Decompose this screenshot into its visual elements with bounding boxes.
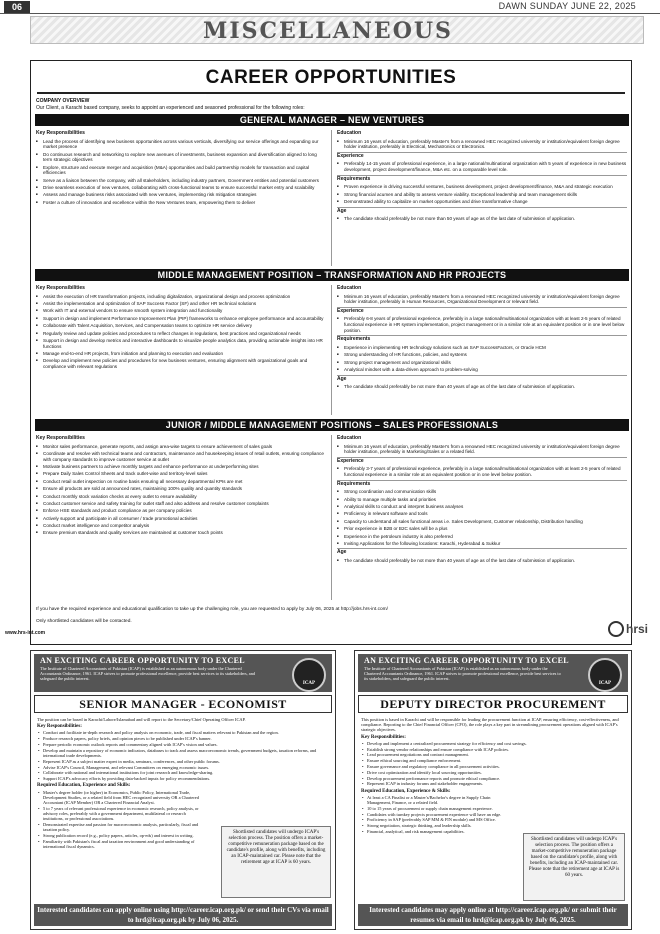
list-item: • Lead procurement negotiations and contract management. <box>361 752 625 757</box>
list-item: ■ Conduct retail outlet inspection on routine basis ensuring all necessary departmental KPIs are met <box>36 479 326 485</box>
icap-header <box>358 654 628 692</box>
list-item: ■ Actively support and participate in all consumer / trade promotional activities <box>36 516 326 522</box>
apply-footer[interactable]: Interested candidates can apply online using http://career.icap.org.pk/ or send their CVs via email to hrd@icap.org.pk by July 06, 2025. <box>34 904 332 926</box>
list-item: ■ Prior experience in B2B or B2C sales will be a plus <box>337 526 627 532</box>
list-item: ■ Capacity to understand all sales functional areas i.e. Sales Development, Customer relationship, Distribution handling <box>337 519 627 525</box>
icap-header-title: AN EXCITING CAREER OPPORTUNITY TO EXCEL <box>364 656 569 665</box>
gm-responsibilities <box>36 130 326 207</box>
list-item: • Develop procurement performance reports and promote ethical compliance. <box>361 776 625 781</box>
list-item: ■ Demonstrated ability to capitalize on market opportunities and drive transformative change <box>337 199 627 205</box>
column-divider <box>331 435 332 600</box>
list-item: • Proficiency in SAP (preferably SAP MM & FIN module) and MS Office. <box>361 817 511 822</box>
icap-header-text: The Institute of Chartered Accountants of Pakistan (ICAP) is established as an autonomous body under the Chartered Accountants Ordinance, 1961. ICAP strives to promote professional excellence, provide best services to its stakeholders, and safeguard the public interest. <box>364 666 561 681</box>
list-item: • Ensure ethical sourcing and compliance enforcement. <box>361 758 625 763</box>
list-item: ■ Support in design and implement Performance Improvement Plan (PIP) frameworks to enhance employee performance and accountability <box>36 316 326 322</box>
list-item: ■ Strong project management and organizational skills <box>337 360 627 366</box>
page-header <box>0 0 660 14</box>
responsibilities-list <box>37 730 329 781</box>
icap-economist-ad <box>30 650 336 930</box>
gm-key-list <box>36 139 326 206</box>
list-item: • 5 to 7 years of relevant professional experience in economic research, policy analysis, or advisory roles, preferably with a government department, multilateral or research institutions, or professional associations. <box>37 806 202 822</box>
list-item: • Prepare periodic economic outlook reports and commentary aligned with ICAP's vision and values. <box>37 742 329 747</box>
list-item: ■ Regularly review and update policies and procedures to reflect changes in regulations, best practices and organizational needs <box>36 331 326 337</box>
list-item: • Establish strong vendor relationships and ensure compliance with ICAP policies. <box>361 747 625 752</box>
requirements-heading: Required Education, Experience and Skills: <box>37 783 131 789</box>
selection-note: Shortlisted candidates will undergo ICAP's selection process. The position offers a market-competitive remuneration package based on the candidate's profile, along with benefits, including an ICAP-maintained car. Please note that the retirement age at ICAP is 60 years. <box>221 826 331 898</box>
hr-key-heading: Key Responsibilities <box>36 285 85 291</box>
hr-qualifications <box>337 285 627 392</box>
ad-title: CAREER OPPORTUNITIES <box>205 67 457 88</box>
shortlist-note: Only shortlisted candidates will be contacted. <box>36 619 132 624</box>
list-item: ■ Serve as a liaison between the company, with all stakeholders, including industry partners, Government entities and potential customers <box>36 178 326 184</box>
gm-education-heading: Education <box>337 130 362 136</box>
apply-footer[interactable]: Interested candidates may apply online at http://career.icap.org.pk/ or submit their resumes via email to hrd@icap.org.pk by July 06, 2025. <box>358 904 628 926</box>
list-item: • Produce research papers, policy briefs, and opinion pieces to be published under ICAP's banner. <box>37 736 329 741</box>
list-item: • Ensure governance and regulatory compliance in all procurement activities. <box>361 764 625 769</box>
list-item: • Familiarity with Pakistan's fiscal and taxation environment and good understanding of international fiscal dynamics. <box>37 839 202 849</box>
list-item: ■ Strong understanding of HR functions, policies, and systems <box>337 352 627 358</box>
gm-experience-heading: Experience <box>337 152 627 160</box>
sales-age-text: ■ The candidate should preferably be not more than 40 years of age as of the last date of submission of application. <box>337 558 627 564</box>
icap-body <box>361 717 625 835</box>
gm-requirements-heading: Requirements <box>337 175 627 183</box>
sales-experience-text: ■ Preferably 3-7 years of professional experience, preferably in a large national/multinational organization with at least 2-5 years of related functional experience in a similar role at an equivalent position or in one level below position. <box>337 466 627 477</box>
banner-middle-management-hr: MIDDLE MANAGEMENT POSITION – TRANSFORMATION AND HR PROJECTS <box>35 269 629 281</box>
gm-key-heading: Key Responsibilities <box>36 130 85 136</box>
career-opportunities-ad <box>30 60 632 645</box>
requirements-list <box>361 795 511 834</box>
hrsi-logo <box>608 620 652 638</box>
list-item: ■ Work with IT and external vendors to ensure smooth system integration and functionality <box>36 308 326 314</box>
banner-general-manager: GENERAL MANAGER – NEW VENTURES <box>35 114 629 126</box>
hr-experience-text: ■ Preferably 6-8 years of professional experience, preferably in a large national/multinational organization with at least 2-5 years of related functional experience in HR system implementation, project management or in a similar role at an equivalent position or in one level below position. <box>337 316 627 333</box>
gm-requirements-list <box>337 184 627 204</box>
list-item: • Conduct and facilitate in-depth research and policy analysis on economic, trade, and fiscal matters relevant to Pakistan and the region. <box>37 730 329 735</box>
gm-education-text: ■ Minimum 16 years of education, preferably Master's from a renowned HEC recognized university or institution/equivalent foreign degree holder institution, preferably in Electrical, Mechatronics or Electronics. <box>337 139 627 150</box>
banner-sales-professionals: JUNIOR / MIDDLE MANAGEMENT POSITIONS – SALES PROFESSIONALS <box>35 419 629 431</box>
masthead-title: MISCELLANEOUS <box>203 18 453 44</box>
gm-age-text: ■ The candidate should preferably be not more than 50 years of age as of the last date of submission of application. <box>337 216 627 222</box>
hrsi-logo-icon <box>608 621 624 637</box>
list-item: ■ Do continuous research and networking to explore new avenues of investments, business expansion and diversification aligned to long term strategic objectives <box>36 152 326 163</box>
hr-education-text: ■ Minimum 16 years of education, preferably Master's from a renowned HEC recognized university or institution/equivalent foreign degree holder institution, preferably in Human Resources, Organizational Development or relevant field. <box>337 294 627 305</box>
list-item: ■ Conduct customer service and safety training for outlet staff and also address and resolve customer complaints <box>36 501 326 507</box>
dateline: DAWN SUNDAY JUNE 22, 2025 <box>498 1 636 11</box>
list-item: • Develop and maintain a repository of economic indicators, databases to track and assess macroeconomic trends, government budgets, taxation reforms, and international trade developments. <box>37 748 329 758</box>
responsibilities-list <box>361 741 625 787</box>
icap-logo-icon <box>588 658 622 692</box>
gm-qualifications <box>337 130 627 224</box>
list-item: • At least a CA Finalist or a Master's/Bachelor's degree in Supply Chain Management, Finance, or a related field. <box>361 795 511 805</box>
list-item: ■ Explore, structure and execute merger and acquisition (M&A) opportunities and build partnership models for transaction and capital efficiencies <box>36 165 326 176</box>
apply-instructions: If you have the required experience and educational qualification to take up the challenging role, you are requested to apply by July 06, 2025 at http://jobs.hrs-int.com/ <box>36 607 388 612</box>
hr-age-text: ■ The candidate should preferably be not more than 40 years of age as of the last date of submission of application. <box>337 384 627 390</box>
column-divider <box>331 285 332 415</box>
position-title: DEPUTY DIRECTOR PROCUREMENT <box>358 695 628 713</box>
list-item: • Strong negotiation, strategic thinking, and leadership skills. <box>361 823 511 828</box>
responsibilities-heading: Key Responsibilities: <box>37 724 82 730</box>
sales-key-list <box>36 444 326 536</box>
list-item: ■ Experience in the petroleum industry is also preferred <box>337 534 627 540</box>
overview-heading: COMPANY OVERVIEW <box>36 98 90 104</box>
list-item: ■ Assist the implementation and optimization of SAP Success Factor (SF) and other HR technical solutions <box>36 301 326 307</box>
list-item: • Represent ICAP as a subject matter expert in media, seminars, conferences, and other public forums. <box>37 759 329 764</box>
overview-text: Our Client, a Karachi based company, seeks to appoint an experienced and seasoned professional for the following roles: <box>36 105 305 111</box>
position-title: SENIOR MANAGER - ECONOMIST <box>34 695 332 713</box>
hr-requirements-heading: Requirements <box>337 335 627 343</box>
column-divider <box>331 130 332 266</box>
list-item: ■ Analytical skills to conduct and interpret business analyses <box>337 504 627 510</box>
list-item: ■ Manage end-to-end HR projects, from initiation and planning to execution and evaluation <box>36 351 326 357</box>
icap-header <box>34 654 332 692</box>
list-item: ■ Prepare Daily Sales Control Sheets and track outlet-wise and territory-level sales <box>36 471 326 477</box>
list-item: ■ Proficiency in relevant software and tools <box>337 511 627 517</box>
hr-responsibilities <box>36 285 326 371</box>
list-item: ■ Monitor sales performance, generate reports, and assign area-wise targets to ensure achievement of sales goals <box>36 444 326 450</box>
list-item: • Master's degree holder (or higher) in Economics, Public Policy, International Trade, Development Studies, or a related field from HEC recognized university OR a Chartered Accountant (ICAP Member) OR a Chartered Financial Analyst. <box>37 790 202 806</box>
list-item: • Demonstrated expertise and passion for macroeconomic analysis, particularly, fiscal and taxation policy. <box>37 822 202 832</box>
list-item: ■ Coordinate and resolve with technical teams and contractors, maintenance and housekeeping issues of retail outlets, ensuring compliance with company standards to improve customer service at outlet <box>36 451 326 462</box>
list-item: ■ Conduct monthly stock variation checks at every outlet to ensure availability <box>36 494 326 500</box>
list-item: ■ Strong financial acumen and ability to assess venture viability. Exceptional leadership and team management skills <box>337 192 627 198</box>
hrsi-logo-text: hrsi <box>626 622 649 636</box>
list-item: • Candidates with turnkey projects procurement experience will have an edge. <box>361 812 511 817</box>
responsibilities-heading: Key Responsibilities: <box>361 734 406 740</box>
requirements-list <box>37 790 202 850</box>
title-rule <box>37 92 625 94</box>
list-item: • Advise ICAP's Council, Management, and relevant Committees on emerging economic issues. <box>37 765 329 770</box>
sales-responsibilities <box>36 435 326 538</box>
list-item: ■ Drive seamless execution of new ventures, collaborating with cross-functional teams to ensure successful market entry and scalability <box>36 185 326 191</box>
hr-age-heading: Age <box>337 375 627 383</box>
list-item: • Develop and implement a centralized procurement strategy for efficiency and cost savings. <box>361 741 625 746</box>
position-intro: The position can be based in Karachi/Lahore/Islamabad and will report to the Secretary/Chief Operating Officer ICAP. <box>37 717 246 722</box>
list-item: ■ Develop and implement new policies and procedures for new business ventures, ensuring alignment with organizational goals and compliance with relevant regulations <box>36 358 326 369</box>
icap-header-title: AN EXCITING CAREER OPPORTUNITY TO EXCEL <box>40 656 245 665</box>
list-item: ■ Support in design and develop metrics and interactive dashboards to visualize people analytics data, providing actionable insights into HR functions <box>36 338 326 349</box>
list-item: ■ Enforce HSE standards and product compliance as per company policies <box>36 508 326 514</box>
icap-logo-label: ICAP <box>598 681 612 686</box>
hr-requirements-list <box>337 345 627 373</box>
list-item: • Drive cost optimization and identify local sourcing opportunities. <box>361 770 625 775</box>
list-item: • Strong publication record (e.g., policy papers, articles, op-eds) and interest in writing. <box>37 833 202 838</box>
list-item: ■ Experience in implementing HR technology solutions such as SAP SuccessFactors, or Oracle HCM <box>337 345 627 351</box>
list-item: ■ Lead the process of identifying new business opportunities across various verticals, diversifying our service offerings and expanding our market presence <box>36 139 326 150</box>
list-item: • Financial, analytical, and risk management capabilities. <box>361 829 511 834</box>
list-item: ■ Collaborate with Talent Acquisition, Services, and Compensation teams to optimize HR service delivery <box>36 323 326 329</box>
list-item: ■ Ensure all products are sold at announced rates, maintaining 100% quality and quantity standards <box>36 486 326 492</box>
list-item: • Collaborate with national and international institutions for joint research and knowledge-sharing. <box>37 770 329 775</box>
icap-logo-icon <box>292 658 326 692</box>
sales-requirements-heading: Requirements <box>337 480 627 488</box>
list-item: ■ Proven experience in driving successful ventures, business development, project development/finance, M&A and strategic execution <box>337 184 627 190</box>
sales-education-heading: Education <box>337 435 362 441</box>
sales-experience-heading: Experience <box>337 457 627 465</box>
list-item: ■ Motivate business partners to achieve monthly targets and enhance performance at underperforming sites <box>36 464 326 470</box>
hr-experience-heading: Experience <box>337 307 627 315</box>
gm-experience-text: ■ Preferably 14-15 years of professional experience, in a large national/multinational organization with 5 years of experience in new business development, project development/finance, M&A etc. on a comparable level role. <box>337 161 627 172</box>
page-number: 06 <box>4 1 30 13</box>
sales-requirements-list <box>337 489 627 546</box>
list-item: ■ Assess and manage business risks associated with new ventures, implementing risk mitigation strategies <box>36 192 326 198</box>
list-item: ■ Assist the execution of HR transformation projects, including digitalization, organizational design and process optimization <box>36 294 326 300</box>
icap-logo-label: ICAP <box>302 681 316 686</box>
list-item: • Represent ICAP in industry forums and stakeholder engagements. <box>361 781 625 786</box>
section-masthead <box>30 16 644 44</box>
hr-education-heading: Education <box>337 285 362 291</box>
list-item: • Support ICAP's advocacy efforts by providing data-backed inputs for policy recommendations. <box>37 776 329 781</box>
hr-key-list <box>36 294 326 370</box>
list-item: ■ Strong coordination and communication skills <box>337 489 627 495</box>
list-item: • 10 to 15 years of procurement or supply chain management experience. <box>361 806 511 811</box>
selection-note: Shortlisted candidates will undergo ICAP's selection process. The position offers a market-competitive remuneration package based on the candidate's profile, along with benefits, including an ICAP-maintained car. Please note that the retirement age at ICAP is 60 years. <box>523 833 625 901</box>
gm-age-heading: Age <box>337 207 627 215</box>
requirements-heading: Required Education, Experience & Skills: <box>361 788 451 794</box>
list-item: ■ Inviting Applications for the following locations: Karachi, Hyderabad & Sukkur <box>337 541 627 547</box>
icap-header-text: The Institute of Chartered Accountants of Pakistan (ICAP) is established as an autonomous body under the Chartered Accountants Ordinance, 1961. ICAP strives to promote professional excellence, provide best services to its stakeholders, and safeguard the public interest. <box>40 666 255 681</box>
list-item: ■ Ensure premium standards and quality services are maintained at customer touch points <box>36 530 326 536</box>
list-item: ■ Ability to manage multiple tasks and priorities <box>337 497 627 503</box>
icap-procurement-ad <box>354 650 632 930</box>
sales-age-heading: Age <box>337 548 627 556</box>
list-item: ■ Conduct market intelligence and competitor analysis <box>36 523 326 529</box>
sales-qualifications <box>337 435 627 565</box>
sales-education-text: ■ Minimum 16 years of education, preferably Master's from a renowned HEC recognized university or institution/equivalent foreign degree holder institution, preferably in Marketing/Sales or a related field. <box>337 444 627 455</box>
position-intro: This position is based in Karachi and will be responsible for leading the procurement function at ICAP, ensuring efficiency, cost-effectiveness, and compliance. Reporting to the Chief Financial Officer (CFO), the role plays a key part in streamlining procurement operations aligned with ICAP's strategic objectives. <box>361 717 619 733</box>
sales-key-heading: Key Responsibilities <box>36 435 85 441</box>
list-item: ■ Analytical mindset with a data-driven approach to problem-solving <box>337 367 627 373</box>
hrsi-website-link[interactable]: www.hrs-int.com <box>5 630 46 636</box>
list-item: ■ Foster a culture of innovation and excellence within the New Ventures team, empowering them to deliver <box>36 200 326 206</box>
